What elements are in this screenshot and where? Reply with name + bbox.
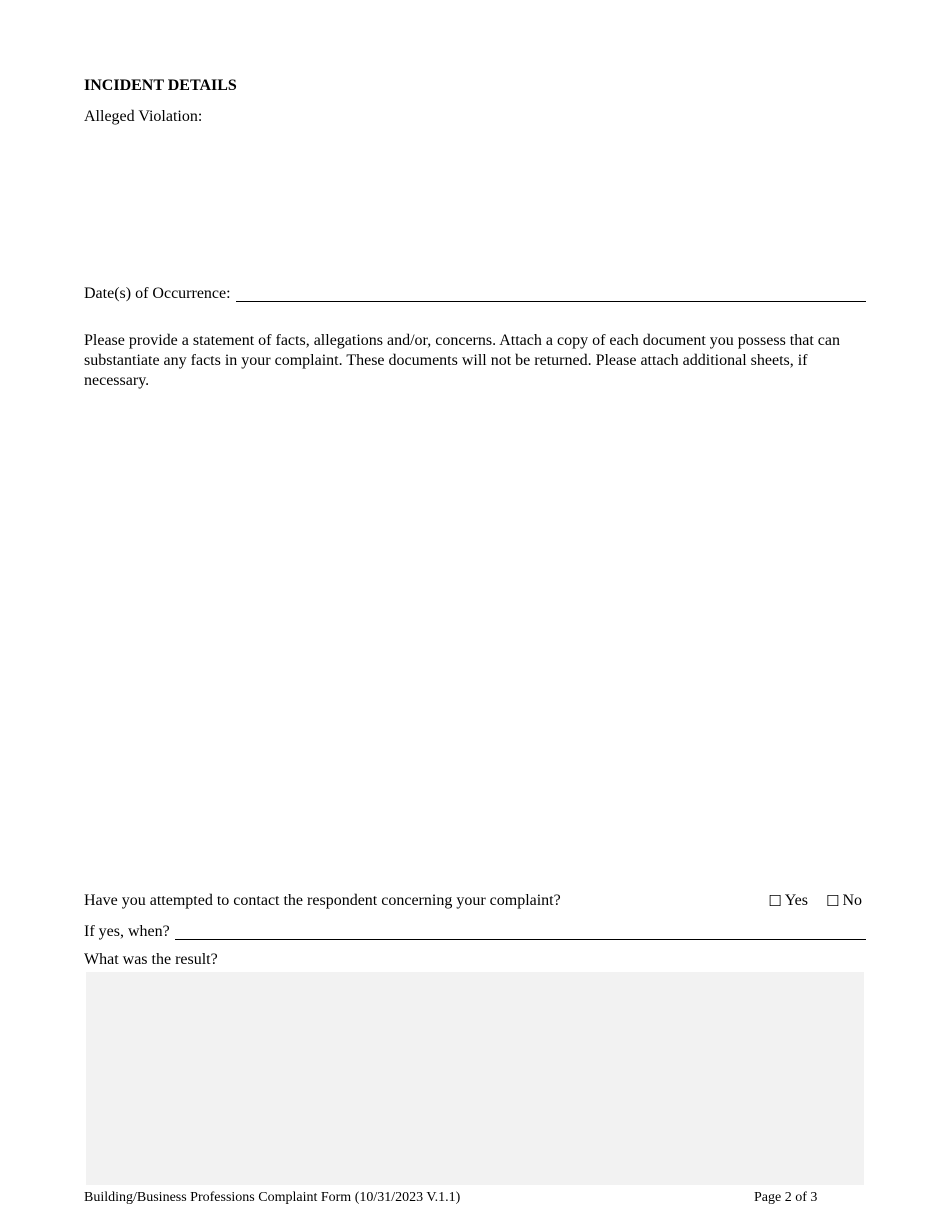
if-yes-when-label: If yes, when? [84, 923, 170, 940]
section-title: INCIDENT DETAILS [84, 77, 237, 94]
result-field[interactable] [86, 972, 864, 1185]
contact-choices [768, 892, 866, 910]
no-checkbox[interactable] [826, 892, 862, 910]
statement-instructions: Please provide a statement of facts, allegations and/or, concerns. Attach a copy of each document you possess that can substantiate any facts in your complaint. These documents will not be returned. Please attach additional sheets, if necessary. [84, 332, 840, 389]
contact-question-row [84, 891, 866, 911]
contact-question-label: Have you attempted to contact the respondent concerning your complaint? [84, 892, 561, 909]
dates-of-occurrence-field[interactable] [236, 283, 866, 302]
result-label: What was the result? [84, 951, 218, 968]
if-yes-row [84, 921, 866, 942]
footer-page-number: Page 2 of 3 [754, 1190, 818, 1205]
statement-of-facts-field[interactable] [84, 400, 866, 870]
alleged-violation-label: Alleged Violation: [84, 108, 203, 125]
dates-row [84, 283, 866, 304]
alleged-violation-field[interactable] [84, 132, 866, 272]
checkbox-icon: ☐ [825, 892, 840, 910]
yes-label: Yes [784, 892, 808, 909]
checkbox-icon: ☐ [768, 892, 782, 910]
if-yes-when-field[interactable] [175, 921, 866, 940]
no-label: No [842, 892, 862, 909]
dates-of-occurrence-label: Date(s) of Occurrence: [84, 285, 231, 302]
yes-checkbox[interactable] [768, 892, 808, 910]
footer-form-name: Building/Business Professions Complaint Form (10/31/2023 V.1.1) [84, 1190, 461, 1205]
